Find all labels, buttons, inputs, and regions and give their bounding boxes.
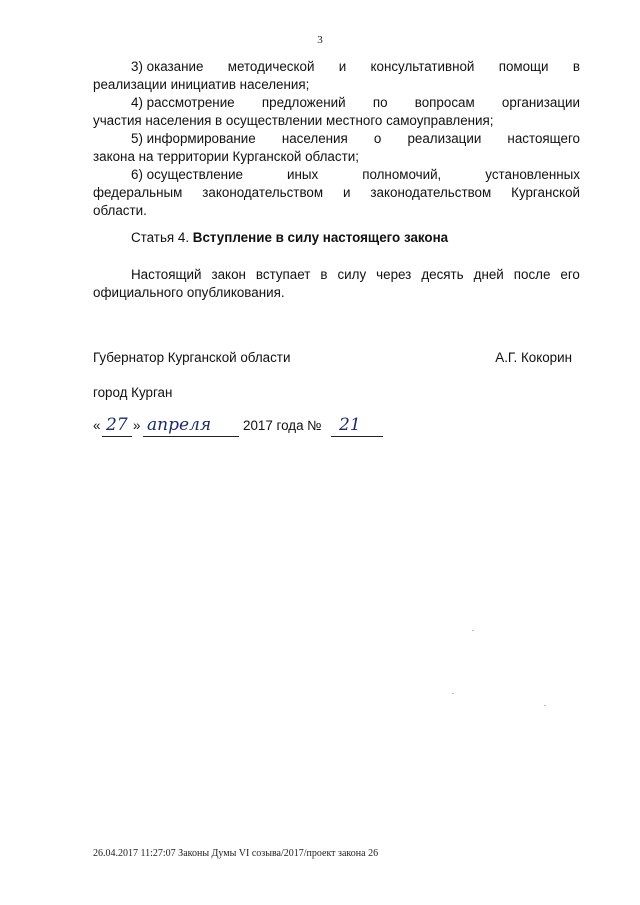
word: его bbox=[560, 267, 580, 282]
word: установленных bbox=[485, 167, 580, 182]
article-text-line2: официального опубликования. bbox=[93, 285, 285, 300]
scan-speck bbox=[452, 693, 454, 694]
date-line bbox=[93, 415, 393, 444]
word: иных bbox=[287, 167, 319, 182]
article-label: Статья 4. bbox=[131, 230, 190, 245]
handwritten-day: 27 bbox=[106, 415, 128, 435]
word: вступает bbox=[255, 267, 311, 282]
word: настоящего bbox=[507, 131, 580, 146]
handwritten-number: 21 bbox=[339, 415, 361, 435]
handwritten-month: апреля bbox=[147, 415, 212, 435]
page-number: 3 bbox=[317, 34, 323, 46]
word: вопросам bbox=[414, 95, 475, 110]
year-label: 2017 года № bbox=[243, 418, 322, 433]
signatory-title: Губернатор Курганской области bbox=[93, 350, 291, 365]
word: 6) осуществление bbox=[131, 167, 243, 182]
scan-speck bbox=[472, 630, 474, 631]
signatory-name: А.Г. Кокорин bbox=[495, 350, 572, 365]
word: десять bbox=[421, 267, 464, 282]
list-item-6-line3: области. bbox=[93, 203, 147, 218]
list-item-6-line1 bbox=[131, 166, 580, 183]
word: 4) рассмотрение bbox=[131, 95, 235, 110]
number-underline bbox=[331, 436, 383, 437]
word: федеральным bbox=[93, 185, 183, 200]
article-text-line1 bbox=[131, 266, 580, 283]
city-line: город Курган bbox=[93, 385, 173, 400]
word: силу bbox=[337, 267, 367, 282]
word: 5) информирование bbox=[131, 131, 256, 146]
word: по bbox=[372, 95, 388, 110]
list-item-4-line1 bbox=[131, 94, 580, 111]
list-item-5-line2: закона на территории Курганской области; bbox=[93, 149, 359, 164]
open-quote: « bbox=[93, 418, 101, 433]
word: закон bbox=[211, 267, 246, 282]
scan-speck bbox=[544, 705, 546, 706]
list-item-4-line2: участия населения в осуществлении местного самоуправления; bbox=[93, 113, 494, 128]
word: предложений bbox=[261, 95, 346, 110]
footer-path: 26.04.2017 11:27:07 Законы Думы VI созыва/2017/проект закона 26 bbox=[93, 848, 379, 859]
word: в bbox=[572, 59, 580, 74]
word: в bbox=[320, 267, 328, 282]
list-item-3-line2: реализации инициатив населения; bbox=[93, 77, 310, 92]
word: организации bbox=[501, 95, 580, 110]
word: и bbox=[338, 59, 347, 74]
article-heading bbox=[131, 230, 448, 245]
list-item-6-line2 bbox=[93, 184, 580, 201]
list-item-5-line1 bbox=[131, 130, 580, 147]
word: дней bbox=[473, 267, 504, 282]
word: законодательством bbox=[202, 185, 324, 200]
word: через bbox=[376, 267, 412, 282]
day-underline bbox=[102, 436, 132, 437]
word: помощи bbox=[498, 59, 549, 74]
list-item-3-line1 bbox=[131, 58, 580, 75]
word: после bbox=[513, 267, 551, 282]
word: консультативной bbox=[370, 59, 475, 74]
word: полномочий, bbox=[362, 167, 442, 182]
month-underline bbox=[143, 436, 239, 437]
word: Курганской bbox=[511, 185, 580, 200]
word: о bbox=[373, 131, 382, 146]
close-quote: » bbox=[133, 418, 141, 433]
article-title: Вступление в силу настоящего закона bbox=[192, 230, 449, 245]
word: населения bbox=[281, 131, 348, 146]
word: и bbox=[343, 185, 351, 200]
word: реализации bbox=[407, 131, 482, 146]
word: Настоящий bbox=[131, 267, 202, 282]
word: 3) оказание bbox=[131, 59, 204, 74]
word: законодательством bbox=[370, 185, 492, 200]
word: методической bbox=[227, 59, 315, 74]
